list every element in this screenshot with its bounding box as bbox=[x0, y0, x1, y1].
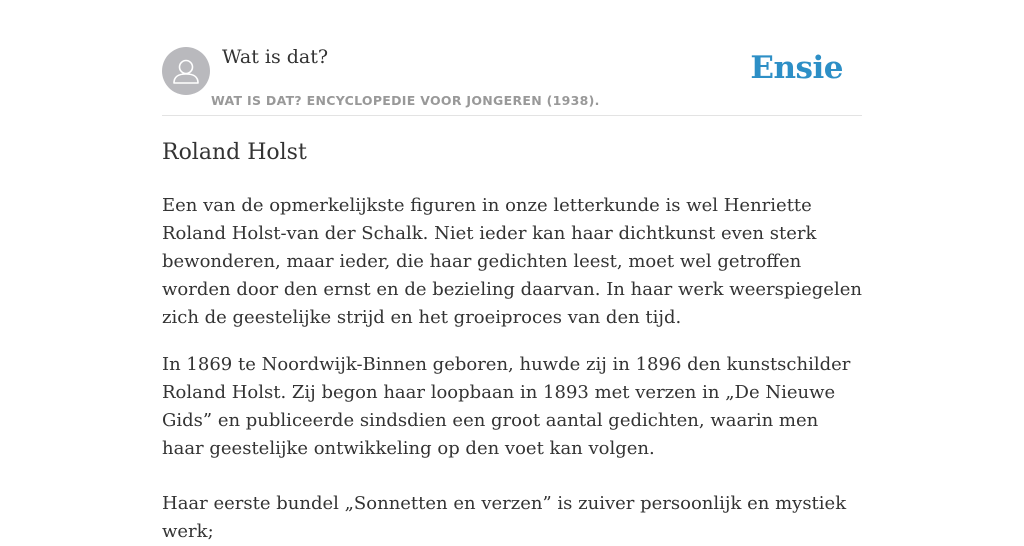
ensie-logo[interactable]: Ensie bbox=[750, 50, 843, 86]
article-paragraph: Haar eerste bundel „Sonnetten en verzen” is zuiver persoonlijk en mystiek werk; bbox=[162, 493, 847, 542]
source-header bbox=[162, 0, 862, 116]
article-paragraph: In 1869 te Noordwijk-Binnen geboren, huwde zij in 1896 den kunstschilder Roland Holst. Zij begon haar loopbaan in 1893 met verzen in „De Nieuwe Gids” en publiceerde sindsdien een groot aantal gedichten, waarin men haar geestelijke ontwikkeling op den voet kan volgen. bbox=[162, 354, 851, 459]
source-title[interactable]: Wat is dat? bbox=[222, 46, 329, 68]
article-title: Roland Holst bbox=[162, 140, 307, 165]
article-paragraph: Een van de opmerkelijkste figuren in onze letterkunde is wel Henriette Roland Holst-van der Schalk. Niet ieder kan haar dichtkunst even sterk bewonderen, maar ieder, die haar gedichten leest, moet wel getroffen worden door den ernst en de bezieling daarvan. In haar werk weerspiegelen zich de geestelijke strijd en het groeiproces van den tijd. bbox=[162, 195, 862, 328]
avatar[interactable] bbox=[162, 47, 210, 95]
page bbox=[162, 0, 862, 542]
source-subtitle: WAT IS DAT? ENCYCLOPEDIE VOOR JONGEREN (1938). bbox=[211, 93, 600, 108]
user-silhouette-icon bbox=[162, 47, 210, 95]
article-body bbox=[162, 192, 862, 546]
